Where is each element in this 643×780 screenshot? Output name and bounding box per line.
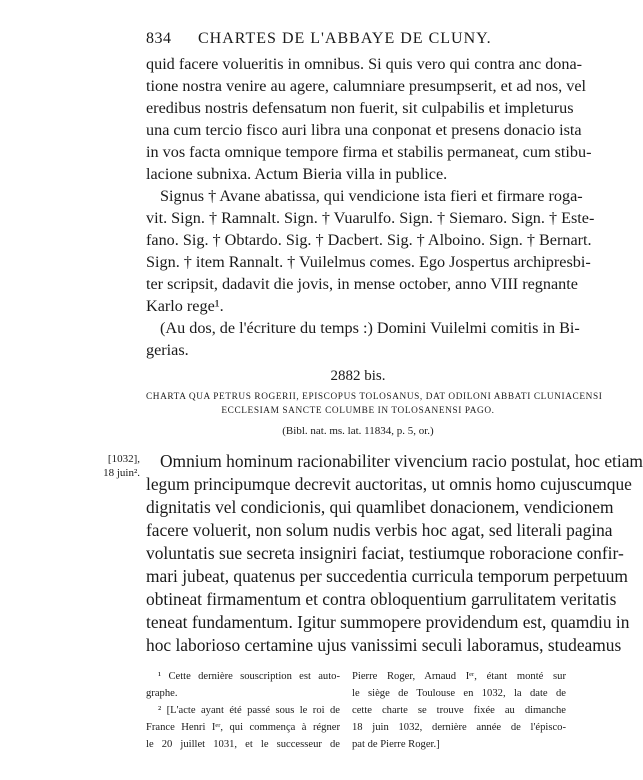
page-number: 834	[146, 30, 172, 47]
text-line: in vos facta omnique tempore firma et stabilis permaneat, cum stibu-	[146, 143, 592, 161]
text-line: legum principumque decrevit auctoritas, ut omnis homo cujuscumque	[146, 474, 632, 494]
document-heading: ECCLESIAM SANCTE COLUMBE IN TOLOSANENSI PAGO.	[221, 406, 495, 416]
footnote-line: cette charte se trouve fixée au dimanche	[352, 705, 566, 716]
text-line: una cum tercio fisco auri libra una conponat et presens donacio ista	[146, 121, 582, 139]
document-source: (Bibl. nat. ms. lat. 11834, p. 5, or.)	[282, 425, 434, 437]
text-line: tione nostra venire au agere, calumniare presumpserit, et ad nos, vel	[146, 77, 587, 95]
footnotes-right	[352, 668, 566, 753]
footnote-line: 18 juin 1032, dernière année de l'épisco-	[352, 722, 566, 733]
text-line: facere voluerit, non solum nudis verbis hoc agat, sed literali pagina	[146, 520, 613, 540]
text-line: ter scripsit, dadavit die jovis, in mense october, anno VIII regnante	[146, 275, 578, 293]
margin-date-year: [1032],	[107, 453, 140, 465]
document-heading: CHARTA QUA PETRUS ROGERII, EPISCOPUS TOLOSANUS, DAT ODILONI ABBATI CLUNIACENSI	[146, 392, 603, 402]
footnote-line: pat de Pierre Roger.]	[352, 739, 440, 750]
footnote-line: ¹ Cette dernière souscription est auto-	[158, 671, 340, 682]
text-line: fano. Sig. † Obtardo. Sig. † Dacbert. Sig. † Alboino. Sign. † Bernart.	[146, 231, 592, 249]
endorsement-line: (Au dos, de l'écriture du temps :) Domini Vuilelmi comitis in Bi-	[160, 319, 580, 337]
footnotes-left	[146, 668, 340, 753]
text-line: Sign. † item Rannalt. † Vuilelmus comes. Ego Jospertus archipresbi-	[146, 253, 591, 271]
footnote-line: le 20 juillet 1031, et le successeur de	[146, 739, 340, 750]
text-line: dignitatis vel condicionis, qui quamlibet donacionem, vendicionem	[146, 497, 614, 517]
margin-date-day: 18 juin².	[103, 467, 140, 479]
endorsement-line: gerias.	[146, 341, 189, 359]
text-line: teneat fundamentum. Igitur summopere providendum est, quamdiu in	[146, 612, 630, 632]
running-header	[146, 30, 566, 52]
footnote-line: le siège de Toulouse en 1032, la date de	[352, 688, 566, 699]
footnote-line: Pierre Roger, Arnaud Iᵉʳ, étant monté sur	[352, 671, 566, 682]
text-line: eredibus nostris defensatum non fuerit, sit culpabilis et impleturus	[146, 99, 574, 117]
text-line: mari jubeat, quatenus per succedentia curricula temporum perpetuum	[146, 566, 628, 586]
text-line: vit. Sign. † Ramnalt. Sign. † Vuarulfo. Sign. † Siemaro. Sign. † Este-	[146, 209, 595, 227]
text-line: Karlo rege¹.	[146, 297, 224, 315]
text-line: quid facere volueritis in omnibus. Si quis vero qui contra anc dona-	[146, 55, 583, 73]
document-number: 2882 bis.	[330, 368, 386, 384]
footnote-line: France Henri Iᵉʳ, qui commença à régner	[146, 722, 340, 733]
margin-date	[80, 452, 140, 480]
text-line: Omnium hominum racionabiliter vivencium racio postulat, hoc etiam	[160, 451, 643, 471]
text-line: obtineat firmamentum et contra obloquentium garrulitatem veritatis	[146, 589, 617, 609]
text-line: hoc laborioso certamine ujus vanissimi seculi laboramus, studeamus	[146, 635, 622, 655]
text-line: voluntatis sue secreta insigniri faciat, testiumque roboracione confir-	[146, 543, 624, 563]
running-title: CHARTES DE L'ABBAYE DE CLUNY.	[198, 30, 492, 47]
text-line: Signus † Avane abatissa, qui vendicione ista fieri et firmare roga-	[160, 187, 583, 205]
footnote-line: ² [L'acte ayant été passé sous le roi de	[158, 705, 340, 716]
text-line: lacione subnixa. Actum Bieria villa in publice.	[146, 165, 448, 183]
footnote-line: graphe.	[146, 688, 178, 699]
